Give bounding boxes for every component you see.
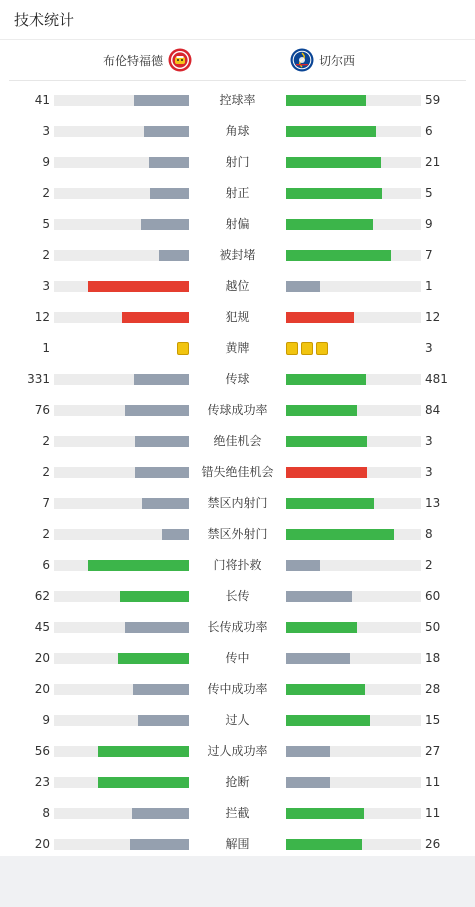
home-stat-value: 7	[42, 496, 50, 510]
home-stat-bar	[149, 157, 190, 168]
away-stat-value: 59	[425, 93, 441, 107]
away-stat-bar-track	[286, 715, 421, 726]
away-stat-bar	[286, 715, 370, 726]
stat-row	[0, 178, 475, 209]
away-stat-bar	[286, 560, 320, 571]
home-stat-bar-track	[54, 126, 189, 137]
home-team-name: 布伦特福德	[102, 53, 163, 68]
away-stat-value: 3	[425, 341, 433, 355]
home-stat-bar-track	[54, 529, 189, 540]
home-stat-bar-track	[54, 591, 189, 602]
away-stat-bar-track	[286, 157, 421, 168]
away-stat-value: 1	[425, 279, 433, 293]
stat-row	[0, 488, 475, 519]
stat-row	[0, 643, 475, 674]
stat-row	[0, 271, 475, 302]
home-stat-bar	[118, 653, 189, 664]
away-stat-bar-track	[286, 653, 421, 664]
away-stat-value: 26	[425, 837, 441, 851]
stat-row	[0, 767, 475, 798]
home-stat-value: 62	[34, 589, 50, 603]
away-stat-value: 6	[425, 124, 433, 138]
home-stat-value: 56	[34, 744, 50, 758]
home-stat-bar-track	[54, 436, 189, 447]
home-stat-value: 5	[42, 217, 50, 231]
home-stat-value: 2	[42, 465, 50, 479]
stat-label: 传球	[225, 372, 250, 386]
stat-label: 禁区外射门	[207, 527, 268, 541]
stat-label: 传中成功率	[207, 682, 268, 696]
home-stat-bar-track	[54, 312, 189, 323]
away-stat-value: 12	[425, 310, 441, 324]
stat-label: 射偏	[225, 217, 250, 231]
home-stat-bar-track	[54, 157, 189, 168]
home-stat-bar	[88, 560, 189, 571]
stat-row	[0, 519, 475, 550]
away-team[interactable]	[290, 40, 355, 80]
away-stat-bar-track	[286, 436, 421, 447]
away-stat-value: 5	[425, 186, 433, 200]
away-stat-bar-track	[286, 498, 421, 509]
away-stat-value: 15	[425, 713, 441, 727]
away-stat-bar-track	[286, 95, 421, 106]
stat-label: 禁区内射门	[207, 496, 268, 510]
away-stat-bar-track	[286, 529, 421, 540]
away-stat-bar-track	[286, 808, 421, 819]
away-stat-bar	[286, 498, 374, 509]
home-stat-bar-track	[54, 622, 189, 633]
home-stat-value: 20	[34, 651, 50, 665]
stat-row	[0, 581, 475, 612]
stat-row	[0, 798, 475, 829]
stat-label: 抢断	[225, 775, 250, 789]
away-stat-bar	[286, 591, 352, 602]
away-stat-value: 7	[425, 248, 433, 262]
home-stat-bar	[135, 467, 189, 478]
yellow-card-icon	[286, 342, 298, 355]
home-stat-bar	[150, 188, 189, 199]
away-stat-bar-track	[286, 839, 421, 850]
away-stat-value: 8	[425, 527, 433, 541]
home-stat-bar	[159, 250, 189, 261]
away-stat-bar	[286, 95, 366, 106]
away-stat-bar	[286, 529, 394, 540]
page-title: 技术统计	[14, 11, 75, 29]
away-stat-bar	[286, 405, 357, 416]
away-stat-value: 13	[425, 496, 441, 510]
stat-row	[0, 829, 475, 860]
stat-row	[0, 550, 475, 581]
away-stat-bar	[286, 126, 376, 137]
away-stat-bar-track	[286, 312, 421, 323]
home-stat-value: 1	[42, 341, 50, 355]
away-stat-bar-track	[286, 467, 421, 478]
home-stat-bar-track	[54, 839, 189, 850]
away-stat-bar	[286, 622, 357, 633]
home-stat-value: 6	[42, 558, 50, 572]
away-stat-value: 2	[425, 558, 433, 572]
home-stat-value: 8	[42, 806, 50, 820]
home-stat-value: 76	[34, 403, 50, 417]
home-stat-value: 12	[34, 310, 50, 324]
stat-label: 被封堵	[219, 248, 256, 262]
home-stat-bar-track	[54, 219, 189, 230]
away-stat-value: 3	[425, 465, 433, 479]
away-stat-bar-track	[286, 374, 421, 385]
home-stat-value: 20	[34, 837, 50, 851]
home-stat-bar-track	[54, 808, 189, 819]
home-stat-bar-track	[54, 498, 189, 509]
home-stat-value: 3	[42, 279, 50, 293]
yellow-card-icon	[316, 342, 328, 355]
away-stat-bar	[286, 281, 320, 292]
stat-row	[0, 85, 475, 116]
away-stat-value: 11	[425, 806, 441, 820]
stat-row	[0, 302, 475, 333]
stat-label: 长传成功率	[207, 620, 268, 634]
stat-label: 长传	[225, 589, 250, 603]
away-stat-bar-track	[286, 250, 421, 261]
away-stat-bar-track	[286, 219, 421, 230]
home-stat-bar-track	[54, 467, 189, 478]
stat-row	[0, 333, 475, 364]
stat-label: 射门	[225, 155, 250, 169]
stat-row	[0, 674, 475, 705]
title-bar	[0, 0, 475, 40]
home-stat-bar	[120, 591, 189, 602]
away-stat-bar-track	[286, 281, 421, 292]
stat-label: 拦截	[225, 806, 250, 820]
away-stat-value: 481	[425, 372, 448, 386]
stat-label: 门将扑救	[213, 558, 262, 572]
home-stat-bar	[134, 95, 189, 106]
home-team[interactable]	[103, 40, 192, 80]
home-stat-value: 3	[42, 124, 50, 138]
teams-header	[9, 40, 466, 81]
away-stat-bar	[286, 653, 350, 664]
home-stat-bar-track	[54, 684, 189, 695]
stat-label: 传球成功率	[207, 403, 268, 417]
away-stat-bar	[286, 374, 366, 385]
home-yellow-cards	[177, 342, 189, 355]
away-stat-bar	[286, 188, 382, 199]
away-stat-value: 27	[425, 744, 441, 758]
home-stat-bar	[122, 312, 190, 323]
away-stat-bar	[286, 746, 330, 757]
away-stat-bar	[286, 839, 362, 850]
stat-row	[0, 209, 475, 240]
brentford-crest-icon	[168, 48, 192, 72]
stat-label: 犯规	[225, 310, 250, 324]
home-stat-value: 9	[42, 155, 50, 169]
home-stat-bar	[134, 374, 189, 385]
away-stat-value: 28	[425, 682, 441, 696]
yellow-card-icon	[177, 342, 189, 355]
home-stat-value: 45	[34, 620, 50, 634]
stat-row	[0, 457, 475, 488]
home-stat-value: 2	[42, 434, 50, 448]
away-stat-bar	[286, 219, 373, 230]
home-stat-value: 331	[27, 372, 50, 386]
away-team-name: 切尔西	[319, 53, 356, 68]
away-stat-value: 21	[425, 155, 441, 169]
stat-label: 射正	[225, 186, 250, 200]
stat-row	[0, 364, 475, 395]
away-stat-bar-track	[286, 746, 421, 757]
home-stat-bar	[98, 746, 189, 757]
stat-row	[0, 395, 475, 426]
away-stat-bar-track	[286, 591, 421, 602]
stat-label: 过人成功率	[207, 744, 268, 758]
stat-label: 绝佳机会	[213, 434, 262, 448]
home-stat-bar-track	[54, 188, 189, 199]
stat-row	[0, 426, 475, 457]
stat-row	[0, 240, 475, 271]
home-stat-bar	[142, 498, 189, 509]
stat-row	[0, 116, 475, 147]
stat-label: 传中	[225, 651, 250, 665]
chelsea-crest-icon	[290, 48, 314, 72]
away-stat-bar-track	[286, 777, 421, 788]
home-stat-value: 2	[42, 527, 50, 541]
yellow-card-icon	[301, 342, 313, 355]
away-stat-bar	[286, 684, 365, 695]
home-stat-bar-track	[54, 653, 189, 664]
away-stat-bar-track	[286, 405, 421, 416]
home-stat-bar-track	[54, 374, 189, 385]
home-stat-bar	[98, 777, 189, 788]
away-stat-value: 11	[425, 775, 441, 789]
home-stat-value: 41	[34, 93, 50, 107]
home-stat-bar-track	[54, 777, 189, 788]
away-stat-bar-track	[286, 188, 421, 199]
home-stat-bar-track	[54, 405, 189, 416]
away-stat-bar	[286, 250, 391, 261]
stat-label: 解围	[225, 837, 250, 851]
home-stat-value: 20	[34, 682, 50, 696]
away-stat-bar	[286, 777, 330, 788]
away-stat-value: 9	[425, 217, 433, 231]
home-stat-bar	[132, 808, 189, 819]
away-yellow-cards	[286, 342, 328, 355]
home-stat-value: 2	[42, 248, 50, 262]
home-stat-bar-track	[54, 560, 189, 571]
stat-row	[0, 612, 475, 643]
away-stat-bar	[286, 808, 364, 819]
away-stat-bar	[286, 467, 367, 478]
home-stat-bar-track	[54, 715, 189, 726]
stat-row	[0, 705, 475, 736]
stat-label: 黄牌	[225, 341, 250, 355]
away-stat-bar-track	[286, 126, 421, 137]
away-stat-value: 18	[425, 651, 441, 665]
stat-label: 错失绝佳机会	[201, 465, 274, 479]
home-stat-bar-track	[54, 250, 189, 261]
home-stat-bar-track	[54, 746, 189, 757]
stat-label: 过人	[225, 713, 250, 727]
stat-label: 越位	[225, 279, 250, 293]
home-stat-value: 23	[34, 775, 50, 789]
away-stat-value: 60	[425, 589, 441, 603]
home-stat-bar	[88, 281, 189, 292]
home-stat-bar-track	[54, 281, 189, 292]
home-stat-bar	[138, 715, 189, 726]
home-stat-bar	[125, 622, 189, 633]
home-stat-bar	[133, 684, 189, 695]
away-stat-bar	[286, 312, 354, 323]
home-stat-bar	[135, 436, 189, 447]
home-stat-bar	[125, 405, 189, 416]
away-stat-bar-track	[286, 560, 421, 571]
home-stat-bar	[162, 529, 189, 540]
stat-row	[0, 736, 475, 767]
home-stat-value: 2	[42, 186, 50, 200]
home-stat-bar-track	[54, 95, 189, 106]
away-stat-value: 3	[425, 434, 433, 448]
away-stat-value: 50	[425, 620, 441, 634]
home-stat-bar	[144, 126, 189, 137]
away-stat-bar	[286, 436, 367, 447]
stat-label: 控球率	[219, 93, 256, 107]
home-stat-value: 9	[42, 713, 50, 727]
home-stat-bar	[130, 839, 189, 850]
stat-row	[0, 147, 475, 178]
away-stat-value: 84	[425, 403, 441, 417]
away-stat-bar-track	[286, 684, 421, 695]
stat-label: 角球	[225, 124, 250, 138]
away-stat-bar	[286, 157, 381, 168]
away-stat-bar-track	[286, 622, 421, 633]
home-stat-bar	[141, 219, 189, 230]
